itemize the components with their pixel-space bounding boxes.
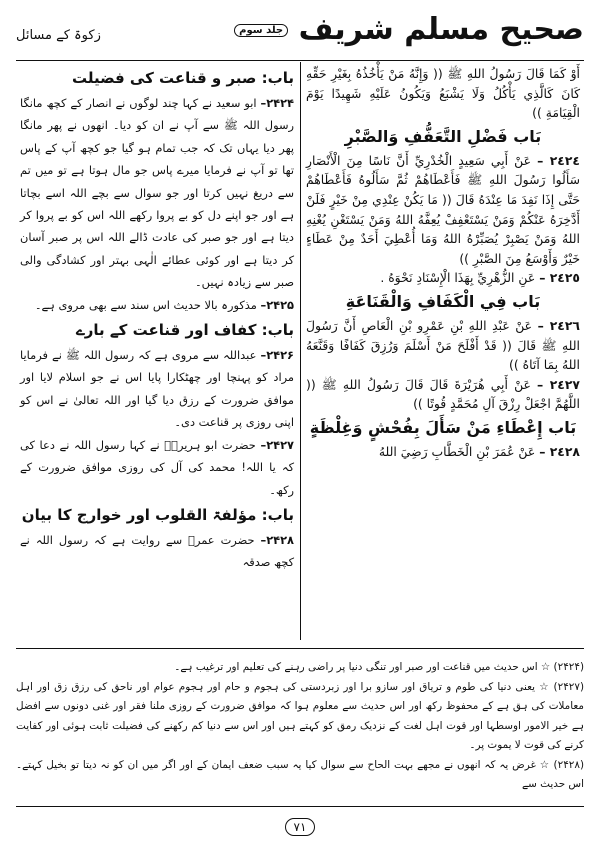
- urdu-chapter-heading: باب: صبر و قناعت کی فضیلت: [71, 69, 294, 87]
- footnotes-divider: [16, 648, 584, 649]
- hadith-text: عَنْ عَبْدِ اللهِ بْنِ عَمْرِو بْنِ الْعَاصِ أَنَّ رَسُولَ اللهِ ﷺ قَالَ (( قَدْ أَفْلَحَ مَنْ أَسْلَمَ وَرُزِقَ كَفَافًا وَقَنَّعَهُ اللهُ بِمَا آتَاهُ )): [306, 317, 580, 373]
- hadith-2426-arabic: [306, 316, 580, 375]
- arabic-chapter-heading: بَاب فِي الْكَفَافِ وَالْقَنَاعَةِ: [345, 291, 541, 311]
- hadith-2428-urdu: [20, 529, 294, 574]
- hadith-2425-arabic: [306, 268, 580, 288]
- translation-text: حضرت ابو ہریرہؓ نے کہا رسول اللہ نے دعا کی کہ یا اللہ! محمد کی آل کی روزی موافق ضرورت کے رکھ۔: [20, 437, 294, 497]
- chapter-title: زکوۃ کے مسائل: [16, 28, 101, 43]
- hadith-number: ٢٤٢٥ –: [539, 270, 580, 286]
- translation-text: عبداللہ سے مروی ہے کہ رسول اللہ ﷺ نے فرمایا مراد کو پہنچا اور چھٹکارا پایا اس نے جو اسلام لایا اور موافق ضرورت کے رزق دیا گیا اور اللہ تعالیٰ نے اس کو اپنی روزی پر قناعت دی۔: [20, 348, 294, 430]
- translation-text: مذکورہ بالا حدیث اس سند سے بھی مروی ہے۔: [34, 297, 257, 312]
- hadith-2424-urdu: [20, 92, 294, 294]
- arabic-column: [306, 64, 580, 462]
- hadith-number: ۲۴۲۴–: [260, 96, 294, 110]
- book-title-text: صحیح مسلم شریف: [298, 12, 584, 47]
- footer-divider: [16, 806, 584, 807]
- urdu-chapter-heading: باب: مؤلفۃ القلوب اور خوارج کا بیان: [21, 505, 294, 524]
- hadith-text: عَنِ الزُّهْرِيِّ بِهَذَا الْإِسْنَادِ نَحْوَهُ .: [380, 270, 536, 286]
- hadith-number: ٢٤٢٤ –: [537, 152, 580, 168]
- column-divider: [300, 62, 301, 640]
- book-title: [230, 12, 584, 47]
- hadith-2426-urdu: [20, 344, 294, 434]
- page-header: [16, 12, 584, 60]
- translation-text: ابو سعید نے کہا چند لوگوں نے انصار کے کچھ مانگا رسول اللہ ﷺ سے آپ نے ان کو دیا۔ انھوں نے پھر مانگا پھر دیا یہاں تک کہ جب تمام ہو گیا جو کچھ آپ کے پاس تھا تو آپ نے فرمایا میرے پاس جو مال ہوتا ہے تو میں تم سے دریغ نہیں کرتا اور جو سوال سے بچے اللہ اسے بچاتا ہے اور جو اپنے دل کو بے پروا رکھے اللہ اس کو بے پروا کر دیتا ہے اور جو صبر کی عادت ڈالے اللہ اس پر صبر آسان کر دیتا ہے اور کوئی عطائے الٰہی بہتر اور کشادگی والی صبر سے زیادہ نہیں۔: [20, 96, 294, 290]
- hadith-number: ٢٤٢٨ –: [539, 443, 580, 459]
- hadith-number: ۲۴۲۷–: [260, 437, 294, 452]
- hadith-2424-arabic: [306, 151, 580, 269]
- page-number-label: ۷۱: [285, 818, 316, 836]
- hadith-text: عَنْ عُمَرَ بْنِ الْخَطَّابِ رَضِيَ اللهُ: [378, 443, 536, 459]
- arabic-chapter-heading: بَاب فَضْلِ التَّعَفُّفِ وَالصَّبْرِ: [344, 126, 542, 146]
- footnote: (۲۴۲۸) ☆ غرض یہ کہ انھوں نے مجھے بہت الحاح سے سوال کیا یہ سبب ضعف ایمان کے اور اگر میں ان کو نہ دیتا تو بخیل کہتے۔ اس حدیث سے: [16, 758, 584, 790]
- hadith-2427-urdu: [20, 434, 294, 501]
- hadith-text: عَنْ أَبِي سَعِيدٍ الْخُدْرِيِّ أَنَّ نَاسًا مِنَ الْأَنْصَارِ سَأَلُوا رَسُولَ اللهِ ﷺ فَأَعْطَاهُمْ ثُمَّ سَأَلُوهُ فَأَعْطَاهُمْ حَتَّى إِذَا نَفِدَ مَا عِنْدَهُ قَالَ (( مَا يَكُنْ عِنْدِي مِنْ خَيْرٍ فَلَنْ أَدَّخِرَهُ عَنْكُمْ وَمَنْ يَسْتَعْفِفْ يُعِفَّهُ اللهُ وَمَنْ يَسْتَغْنِ يُغْنِهِ اللهُ وَمَنْ يَصْبِرْ يُصَبِّرْهُ اللهُ وَمَا أُعْطِيَ أَحَدٌ مِنْ عَطَاءٍ خَيْرٌ وَأَوْسَعُ مِنَ الصَّبْرِ )): [306, 152, 580, 266]
- hadith-2425-urdu: [20, 294, 294, 316]
- hadith-number: ۲۴۲۸–: [260, 532, 295, 547]
- volume-badge: جلد سوم: [234, 24, 288, 37]
- footnotes: [16, 658, 584, 795]
- arabic-chapter-heading: بَاب إِعْطَاءِ مَنْ سَأَلَ بِفُحْشٍ وَغِلْظَةٍ: [309, 417, 577, 437]
- hadith-number: ۲۴۲۶–: [260, 348, 294, 363]
- hadith-2427-arabic: [306, 375, 580, 414]
- footnote: (۲۴۲۴) ☆ اس حدیث میں قناعت اور صبر اور تنگی دنیا پر راضی رہنے کی تعلیم اور ترغیب ہے۔: [174, 661, 584, 673]
- hadith-number: ٢٤٢٦ –: [537, 317, 580, 333]
- hadith-2428-arabic: [306, 442, 580, 462]
- arabic-intro: أَوْ كَمَا قَالَ رَسُولُ اللهِ ﷺ (( وَإِنَّهُ مَنْ يَأْخُذُهُ بِغَيْرِ حَقِّهِ كَانَ كَالَّذِي يَأْكُلُ وَلَا يَشْبَعُ وَيَكُونُ عَلَيْهِ شَهِيدًا يَوْمَ الْقِيَامَةِ )): [306, 66, 580, 121]
- page-number: [0, 816, 600, 836]
- hadith-text: عَنْ أَبِي هُرَيْرَةَ قَالَ قَالَ رَسُولُ اللهِ ﷺ (( اللَّهُمَّ اجْعَلْ رِزْقَ آلِ مُحَمَّدٍ قُوتًا )): [306, 376, 580, 412]
- hadith-number: ٢٤٢٧ –: [537, 376, 580, 392]
- urdu-column: [20, 64, 294, 574]
- urdu-chapter-heading: باب: کفاف اور قناعت کے بارے: [75, 321, 294, 340]
- footnote: (۲۴۲۷) ☆ یعنی دنیا کی طوم و تریاق اور سازو برا اور زبردستی کی ہجوم و حام اور ہجوم عوام اور ناحق کی رزق زق اور اہل معاملات کی ہق ہے کے محفوظ رکھ اور اس حدیث سے معلوم ہوا کہ موافق ضرورت کے روزی ملنا فقر اور غنی دونوں سے افضل ہے خیر الامور اوسطہا اور قوت اہل لغت کے نزدیک رمق کو کہتے ہیں اور اس سے دنیا کم رکھنے کی فضیلت ثابت ہوئی اور کفایت کرنے کی قوت لا یموت پر۔: [16, 680, 584, 751]
- header-divider: [16, 60, 584, 61]
- translation-text: حضرت عمرؓ سے روایت ہے کہ رسول اللہ نے کچھ صدقہ: [20, 532, 294, 570]
- hadith-number: ۲۴۲۵–: [260, 297, 294, 312]
